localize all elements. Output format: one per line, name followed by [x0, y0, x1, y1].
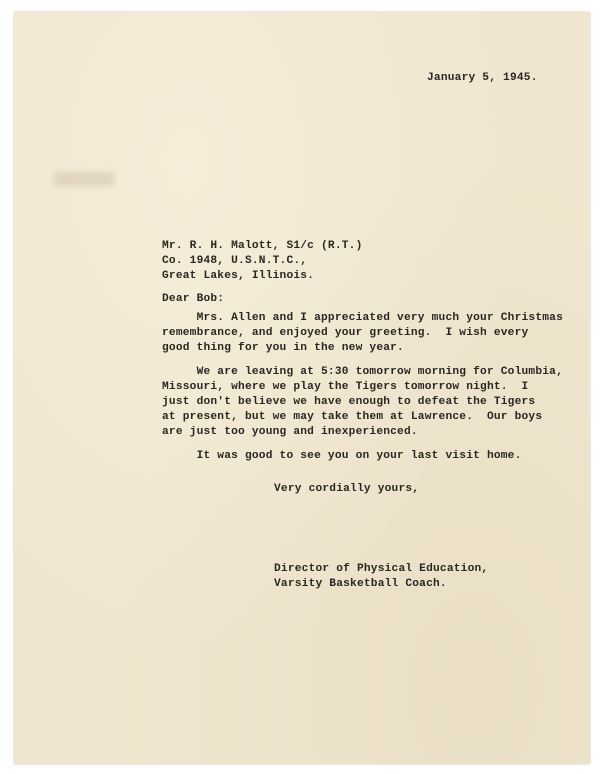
- paragraph-2-line-1: We are leaving at 5:30 tomorrow morning for Columbia,: [162, 366, 563, 378]
- signature-title-2: Varsity Basketball Coach.: [274, 578, 447, 590]
- signature-title-1: Director of Physical Education,: [274, 563, 489, 575]
- recipient-location: Great Lakes, Illinois.: [162, 270, 315, 282]
- paragraph-2-line-2: Missouri, where we play the Tigers tomorrow night. I: [162, 381, 529, 393]
- recipient-name: Mr. R. H. Malott, S1/c (R.T.): [162, 240, 363, 252]
- salutation: Dear Bob:: [162, 293, 225, 305]
- paragraph-1-line-1: Mrs. Allen and I appreciated very much your Christmas: [162, 312, 563, 324]
- paragraph-2-line-3: just don't believe we have enough to defeat the Tigers: [162, 396, 536, 408]
- paragraph-2-line-4: at present, but we may take them at Lawrence. Our boys: [162, 411, 543, 423]
- paragraph-2-line-5: are just too young and inexperienced.: [162, 426, 418, 438]
- closing: Very cordially yours,: [274, 483, 420, 495]
- letter-date: January 5, 1945.: [427, 72, 538, 84]
- paper-stain: [54, 172, 114, 186]
- paragraph-1-line-2: remembrance, and enjoyed your greeting. I wish every: [162, 327, 529, 339]
- recipient-company: Co. 1948, U.S.N.T.C.,: [162, 255, 308, 267]
- paragraph-1-line-3: good thing for you in the new year.: [162, 342, 404, 354]
- paragraph-3-line-1: It was good to see you on your last visit home.: [162, 450, 522, 462]
